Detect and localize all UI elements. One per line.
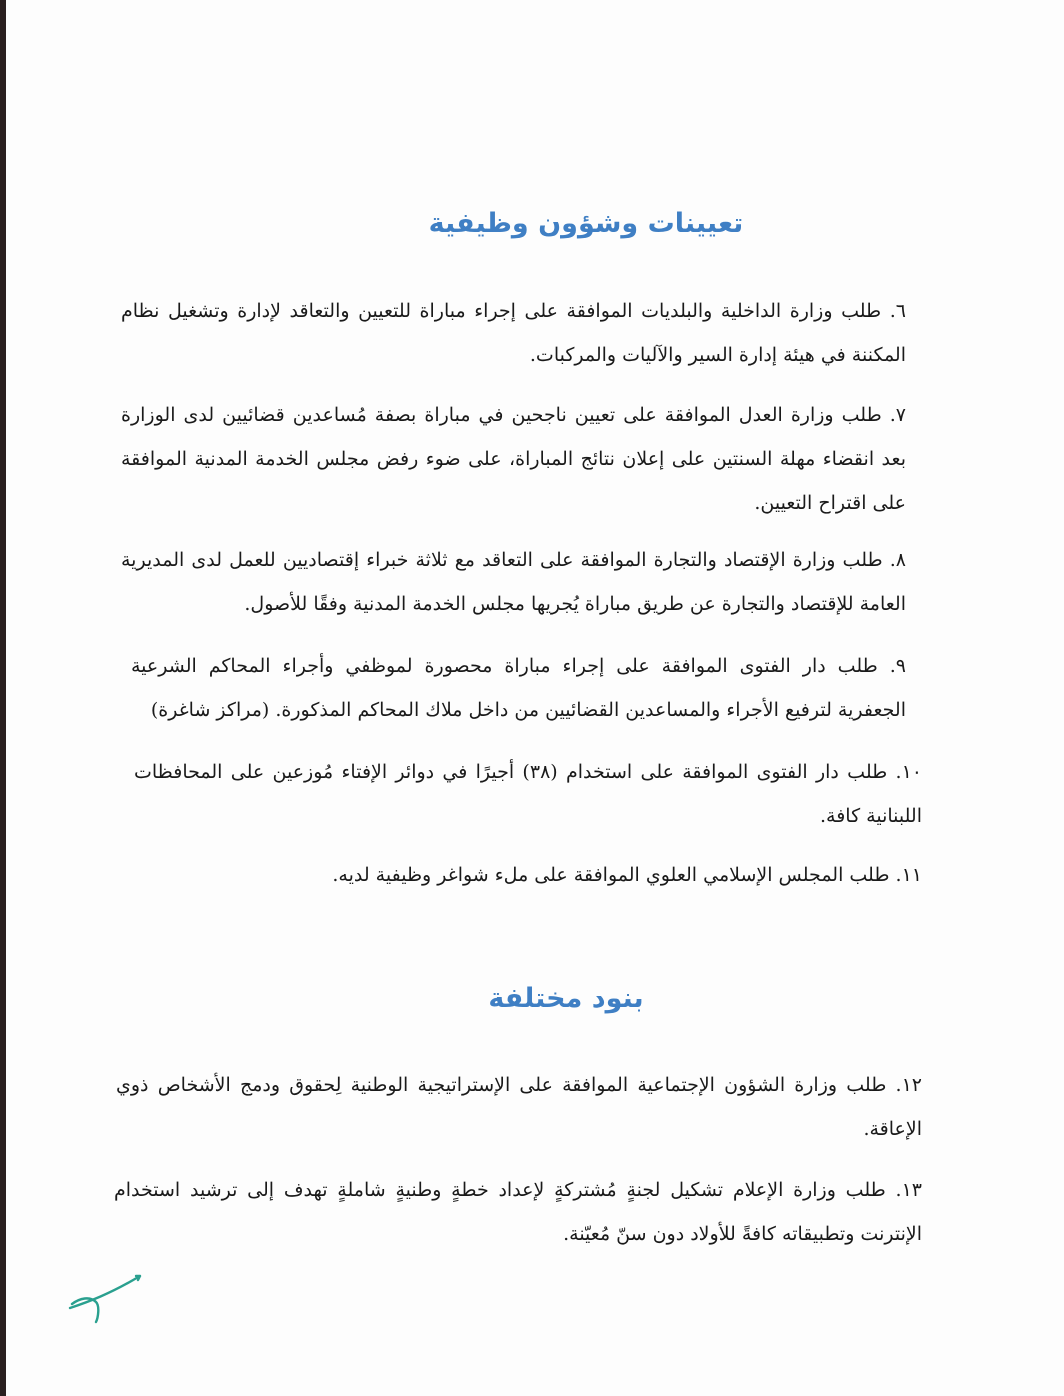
agenda-item-8	[121, 538, 906, 626]
agenda-item-7	[121, 393, 906, 525]
agenda-item-6	[121, 289, 906, 377]
agenda-item-10	[134, 750, 922, 838]
item-text: طلب دار الفتوى الموافقة على استخدام (٣٨) أجيرًا في دوائر الإفتاء مُوزعين على المحافظات اللبنانية كافة.	[134, 761, 922, 827]
item-number: ٩.	[889, 655, 907, 677]
item-number: ٨.	[889, 549, 906, 571]
item-text: طلب وزارة الداخلية والبلديات الموافقة على إجراء مباراة للتعيين والتعاقد لإدارة وتشغيل نظام المكننة في هيئة إدارة السير والآليات والمركبات.	[121, 300, 906, 366]
item-text: طلب المجلس الإسلامي العلوي الموافقة على ملء شواغر وظيفية لديه.	[332, 864, 890, 886]
agenda-item-12	[116, 1063, 922, 1151]
agenda-item-11	[134, 853, 922, 897]
agenda-item-9	[131, 644, 906, 732]
section-title-miscellaneous: بنود مختلفة	[488, 983, 644, 1014]
item-number: ١٠.	[895, 761, 922, 783]
handwritten-signature	[66, 1272, 146, 1328]
item-number: ١١.	[895, 864, 922, 886]
section-title-appointments: تعيينات وشؤون وظيفية	[428, 208, 744, 239]
item-text: طلب وزارة الإقتصاد والتجارة الموافقة على التعاقد مع ثلاثة خبراء إقتصاديين للعمل لدى المديرية العامة للإقتصاد والتجارة عن طريق مباراة يُجريها مجلس الخدمة المدنية وفقًا للأصول.	[121, 549, 906, 615]
item-number: ٦.	[889, 300, 906, 322]
item-text: طلب وزارة العدل الموافقة على تعيين ناجحين في مباراة بصفة مُساعدين قضائيين لدى الوزارة بعد انقضاء مهلة السنتين على إعلان نتائج المباراة، على ضوء رفض مجلس الخدمة المدنية الموافقة على اقتراح التعيين.	[121, 404, 906, 514]
item-number: ١٢.	[895, 1074, 922, 1096]
item-number: ٧.	[889, 404, 907, 426]
agenda-item-13	[114, 1168, 922, 1256]
item-text: طلب وزارة الإعلام تشكيل لجنةٍ مُشتركةٍ لإعداد خطةٍ وطنيةٍ شاملةٍ تهدف إلى ترشيد استخدام الإنترنت وتطبيقاته كافةً للأولاد دون سنّ مُعيّنة.	[114, 1179, 922, 1245]
item-text: طلب وزارة الشؤون الإجتماعية الموافقة على الإستراتيجية الوطنية لِحقوق ودمج الأشخاص ذوي الإعاقة.	[116, 1074, 922, 1140]
item-number: ١٣.	[895, 1179, 922, 1201]
document-page	[6, 0, 1064, 1396]
item-text: طلب دار الفتوى الموافقة على إجراء مباراة محصورة لموظفي وأجراء المحاكم الشرعية الجعفرية لترفيع الأجراء والمساعدين القضائيين من داخل ملاك المحاكم المذكورة. (مراكز شاغرة)	[131, 655, 906, 721]
